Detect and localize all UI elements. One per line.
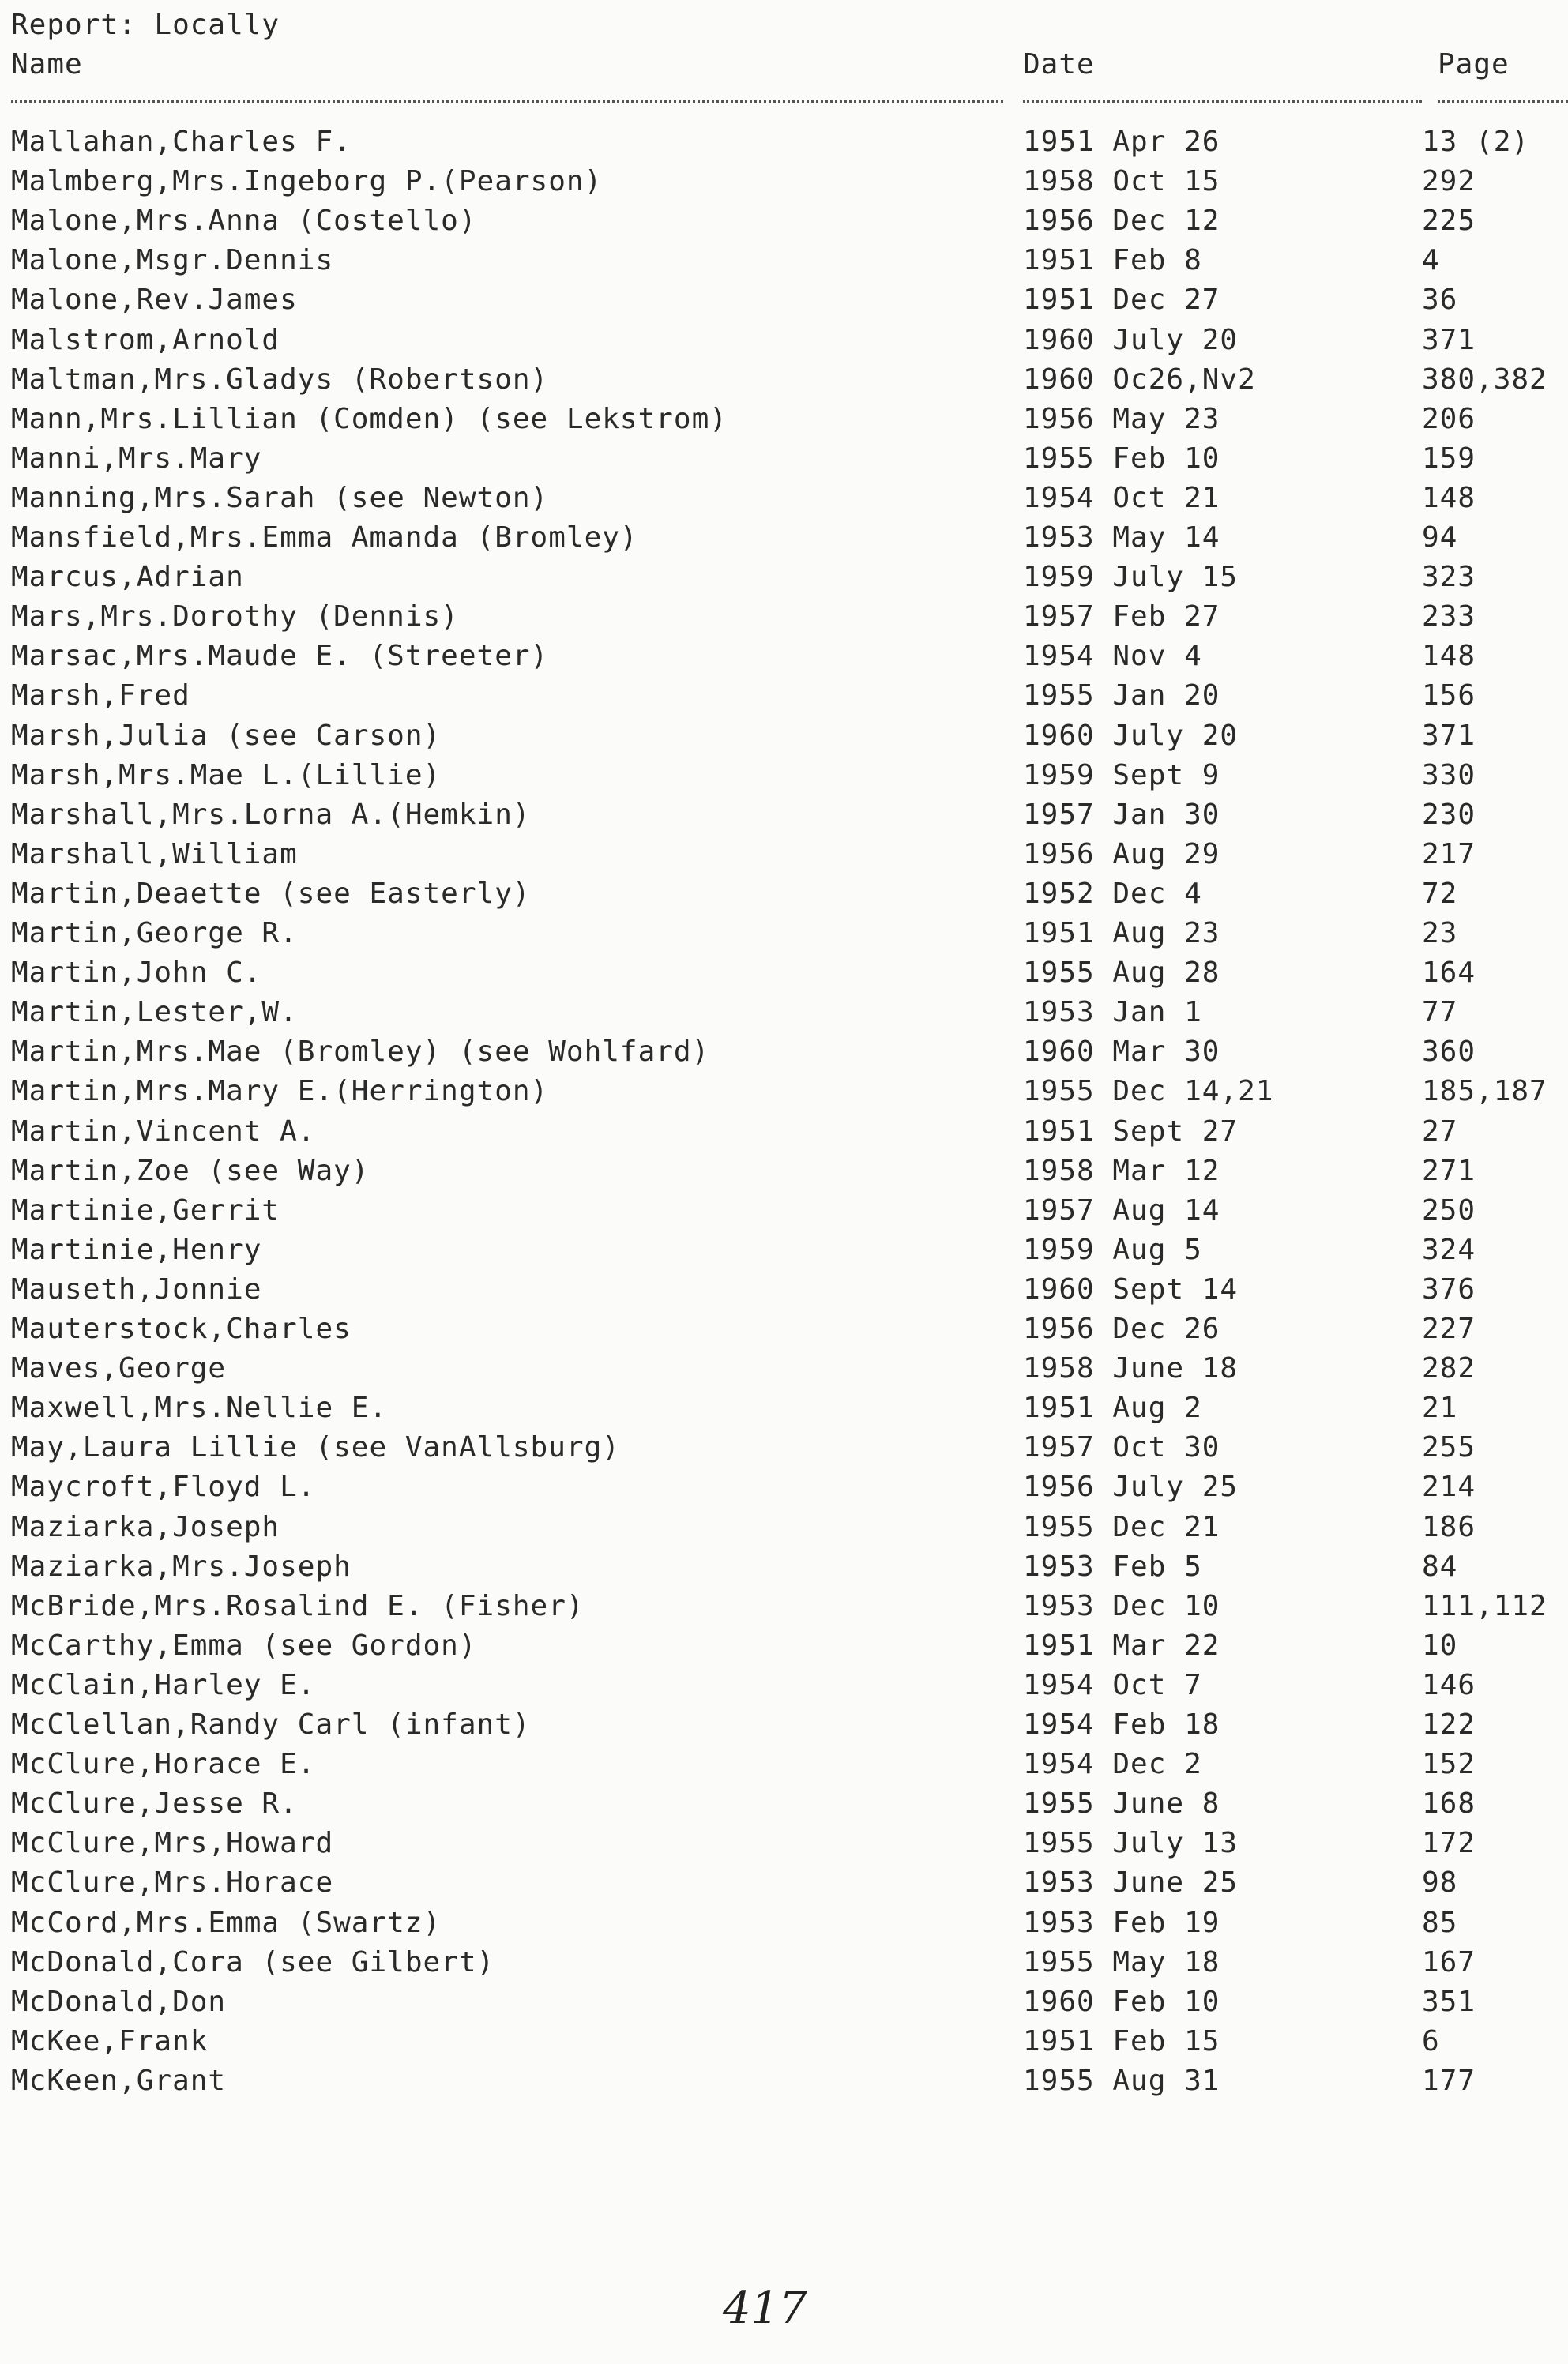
list-item [0,1116,1568,1156]
entry-page: 177 [1422,2065,1476,2097]
entry-name: Malone,Msgr.Dennis [11,244,334,276]
entry-page: 84 [1422,1550,1458,1583]
entry-name: McClure,Mrs,Howard [11,1827,334,1859]
entry-name: McClellan,Randy Carl (infant) [11,1708,531,1741]
entry-name: Malone,Rev.James [11,284,298,316]
entry-name: Martin,George R. [11,917,298,949]
entry-date: 1954 Oct 21 [1023,482,1220,514]
entry-date: 1955 May 18 [1023,1946,1220,1979]
entry-name: Marshall,William [11,838,298,870]
list-item [0,878,1568,918]
list-item [0,1670,1568,1709]
entry-name: Mars,Mrs.Dorothy (Dennis) [11,600,459,633]
entry-page: 10 [1422,1629,1458,1662]
entry-date: 1951 Aug 23 [1023,917,1220,949]
entry-page: 217 [1422,838,1476,870]
list-item [0,1314,1568,1353]
entry-name: Marsh,Mrs.Mae L.(Lillie) [11,759,442,791]
entry-date: 1953 Feb 5 [1023,1550,1202,1583]
entry-name: Maves,George [11,1352,227,1385]
entry-name: Maxwell,Mrs.Nellie E. [11,1392,388,1424]
column-header-date: Date [1023,48,1095,81]
entry-page: 21 [1422,1392,1458,1424]
entry-date: 1954 Oct 7 [1023,1669,1202,1701]
entry-date: 1956 Dec 26 [1023,1313,1220,1345]
entry-date: 1957 Feb 27 [1023,600,1220,633]
list-item [0,205,1568,245]
list-item [0,1986,1568,2026]
entry-date: 1951 Aug 2 [1023,1392,1202,1424]
list-item [0,1195,1568,1235]
entry-page: 94 [1422,521,1458,554]
entry-date: 1955 Aug 28 [1023,956,1220,989]
entry-name: McKee,Frank [11,2025,209,2058]
entry-date: 1959 Aug 5 [1023,1234,1202,1266]
entry-date: 1954 Feb 18 [1023,1708,1220,1741]
entry-name: Marcus,Adrian [11,561,244,593]
entry-name: McCarthy,Emma (see Gordon) [11,1629,477,1662]
list-item [0,1512,1568,1551]
entry-date: 1951 Feb 15 [1023,2025,1220,2058]
entry-page: 250 [1422,1194,1476,1227]
entry-date: 1960 July 20 [1023,720,1239,752]
entry-name: Mansfield,Mrs.Emma Amanda (Bromley) [11,521,638,554]
entry-page: 122 [1422,1708,1476,1741]
entry-page: 13 (2) [1422,126,1530,158]
list-item [0,918,1568,957]
entry-name: Martin,Zoe (see Way) [11,1155,370,1187]
entry-page: 225 [1422,205,1476,237]
entry-name: Martin,Deaette (see Easterly) [11,878,531,910]
list-item [0,1907,1568,1947]
entry-name: McClure,Jesse R. [11,1787,298,1820]
list-item [0,957,1568,997]
entry-name: Martin,Lester,W. [11,996,298,1028]
entry-date: 1960 Feb 10 [1023,1986,1220,2018]
entry-name: Manni,Mrs.Mary [11,442,262,475]
entry-name: Maziarka,Joseph [11,1511,280,1543]
list-item [0,1788,1568,1828]
entry-page: 351 [1422,1986,1476,2018]
entry-date: 1954 Dec 2 [1023,1748,1202,1780]
entry-page: 27 [1422,1115,1458,1148]
entry-date: 1960 Sept 14 [1023,1273,1239,1306]
entry-name: Martinie,Gerrit [11,1194,280,1227]
entry-date: 1952 Dec 4 [1023,878,1202,910]
list-item [0,1353,1568,1392]
list-item [0,325,1568,364]
entry-name: Martinie,Henry [11,1234,262,1266]
entry-page: 255 [1422,1431,1476,1464]
list-item [0,1235,1568,1274]
entry-name: Mallahan,Charles F. [11,126,352,158]
entry-page: 85 [1422,1907,1458,1939]
entry-page: 98 [1422,1866,1458,1899]
list-item [0,1709,1568,1749]
entry-date: 1955 Jan 20 [1023,679,1220,712]
entry-name: Maltman,Mrs.Gladys (Robertson) [11,363,549,396]
entry-page: 214 [1422,1471,1476,1503]
list-item [0,601,1568,641]
list-item [0,443,1568,483]
list-item [0,641,1568,680]
entry-page: 4 [1422,244,1440,276]
entry-date: 1953 Dec 10 [1023,1590,1220,1622]
list-item [0,1274,1568,1314]
entry-page: 376 [1422,1273,1476,1306]
entry-date: 1954 Nov 4 [1023,640,1202,672]
entry-page: 371 [1422,720,1476,752]
list-item [0,1156,1568,1195]
entry-name: Malstrom,Arnold [11,324,280,356]
entry-name: McDonald,Cora (see Gilbert) [11,1946,495,1979]
entry-name: McClure,Mrs.Horace [11,1866,334,1899]
entry-page: 324 [1422,1234,1476,1266]
entry-page: 6 [1422,2025,1440,2058]
entry-date: 1955 Feb 10 [1023,442,1220,475]
entry-date: 1957 Oct 30 [1023,1431,1220,1464]
entry-page: 271 [1422,1155,1476,1187]
entry-date: 1956 July 25 [1023,1471,1239,1503]
entry-page: 167 [1422,1946,1476,1979]
entry-name: Mauseth,Jonnie [11,1273,262,1306]
list-item [0,522,1568,562]
entry-name: McCord,Mrs.Emma (Swartz) [11,1907,442,1939]
report-title: Report: Locally [11,9,280,41]
page-number: 417 [723,2283,807,2334]
entry-name: Manning,Mrs.Sarah (see Newton) [11,482,549,514]
column-header-page: Page [1438,48,1510,81]
entry-date: 1958 Oct 15 [1023,165,1220,197]
entry-page: 23 [1422,917,1458,949]
entry-date: 1958 June 18 [1023,1352,1239,1385]
entry-page: 159 [1422,442,1476,475]
entry-date: 1959 July 15 [1023,561,1239,593]
list-item [0,562,1568,601]
entry-date: 1955 July 13 [1023,1827,1239,1859]
entry-date: 1955 Dec 21 [1023,1511,1220,1543]
entry-name: Martin,John C. [11,956,262,989]
entry-name: Marsh,Julia (see Carson) [11,720,442,752]
entry-date: 1953 Jan 1 [1023,996,1202,1028]
separator-page [1438,100,1568,103]
entry-date: 1953 June 25 [1023,1866,1239,1899]
entry-page: 36 [1422,284,1458,316]
entry-date: 1957 Aug 14 [1023,1194,1220,1227]
entry-date: 1955 Aug 31 [1023,2065,1220,2097]
entry-page: 380,382 [1422,363,1547,396]
entry-date: 1951 Feb 8 [1023,244,1202,276]
entry-date: 1957 Jan 30 [1023,799,1220,831]
entry-page: 360 [1422,1035,1476,1068]
entry-page: 148 [1422,640,1476,672]
list-item [0,126,1568,166]
entry-page: 111,112 [1422,1590,1547,1622]
list-item [0,839,1568,878]
entry-page: 323 [1422,561,1476,593]
entry-name: Martin,Vincent A. [11,1115,316,1148]
list-item [0,799,1568,839]
separator-date [1023,100,1422,103]
entry-page: 371 [1422,324,1476,356]
entry-name: Martin,Mrs.Mary E.(Herrington) [11,1075,549,1107]
entry-date: 1951 Apr 26 [1023,126,1220,158]
entry-name: Maziarka,Mrs.Joseph [11,1550,352,1583]
entry-name: May,Laura Lillie (see VanAllsburg) [11,1431,620,1464]
entry-date: 1956 Dec 12 [1023,205,1220,237]
entry-page: 186 [1422,1511,1476,1543]
list-item [0,1828,1568,1867]
entry-name: Malone,Mrs.Anna (Costello) [11,205,477,237]
list-item [0,1749,1568,1788]
list-item [0,720,1568,760]
entry-name: Mauterstock,Charles [11,1313,352,1345]
list-item [0,245,1568,284]
list-item [0,284,1568,324]
entry-date: 1956 May 23 [1023,403,1220,435]
entry-page: 233 [1422,600,1476,633]
entry-page: 168 [1422,1787,1476,1820]
entry-date: 1951 Dec 27 [1023,284,1220,316]
list-item [0,1551,1568,1591]
entry-name: Marsac,Mrs.Maude E. (Streeter) [11,640,549,672]
entry-page: 164 [1422,956,1476,989]
entry-date: 1958 Mar 12 [1023,1155,1220,1187]
entry-page: 148 [1422,482,1476,514]
entry-page: 185,187 [1422,1075,1547,1107]
entry-page: 227 [1422,1313,1476,1345]
entry-page: 77 [1422,996,1458,1028]
list-item [0,680,1568,720]
entry-date: 1956 Aug 29 [1023,838,1220,870]
entry-name: McClure,Horace E. [11,1748,316,1780]
list-item [0,364,1568,404]
entry-date: 1953 May 14 [1023,521,1220,554]
list-item [0,1591,1568,1630]
entry-page: 72 [1422,878,1458,910]
entry-page: 330 [1422,759,1476,791]
list-item [0,483,1568,522]
entry-name: Marsh,Fred [11,679,190,712]
entry-name: Maycroft,Floyd L. [11,1471,316,1503]
entry-name: Martin,Mrs.Mae (Bromley) (see Wohlfard) [11,1035,710,1068]
entry-name: McBride,Mrs.Rosalind E. (Fisher) [11,1590,585,1622]
list-item [0,1471,1568,1511]
list-item [0,1036,1568,1076]
entry-date: 1955 Dec 14,21 [1023,1075,1274,1107]
list-item [0,404,1568,443]
list-item [0,1432,1568,1471]
entry-date: 1959 Sept 9 [1023,759,1220,791]
entry-page: 156 [1422,679,1476,712]
list-item [0,166,1568,205]
entry-date: 1953 Feb 19 [1023,1907,1220,1939]
list-item [0,760,1568,799]
entry-date: 1960 Oc26,Nv2 [1023,363,1256,396]
entry-name: Marshall,Mrs.Lorna A.(Hemkin) [11,799,531,831]
entry-date: 1960 Mar 30 [1023,1035,1220,1068]
entry-page: 152 [1422,1748,1476,1780]
list-item [0,1076,1568,1115]
entry-name: McDonald,Don [11,1986,227,2018]
entry-date: 1951 Sept 27 [1023,1115,1239,1148]
entry-page: 230 [1422,799,1476,831]
list-item [0,997,1568,1036]
entry-page: 282 [1422,1352,1476,1385]
entry-page: 146 [1422,1669,1476,1701]
separator-name [11,100,1003,103]
entry-page: 206 [1422,403,1476,435]
entry-name: Malmberg,Mrs.Ingeborg P.(Pearson) [11,165,603,197]
list-item [0,2065,1568,2105]
entry-name: Mann,Mrs.Lillian (Comden) (see Lekstrom) [11,403,728,435]
entry-page: 292 [1422,165,1476,197]
entry-name: McKeen,Grant [11,2065,227,2097]
entry-page: 172 [1422,1827,1476,1859]
entry-name: McClain,Harley E. [11,1669,316,1701]
list-item [0,1392,1568,1432]
entry-date: 1960 July 20 [1023,324,1239,356]
entry-date: 1951 Mar 22 [1023,1629,1220,1662]
list-item [0,1867,1568,1907]
entry-date: 1955 June 8 [1023,1787,1220,1820]
list-item [0,1947,1568,1986]
column-header-name: Name [11,48,83,81]
list-item [0,2026,1568,2065]
list-item [0,1630,1568,1670]
